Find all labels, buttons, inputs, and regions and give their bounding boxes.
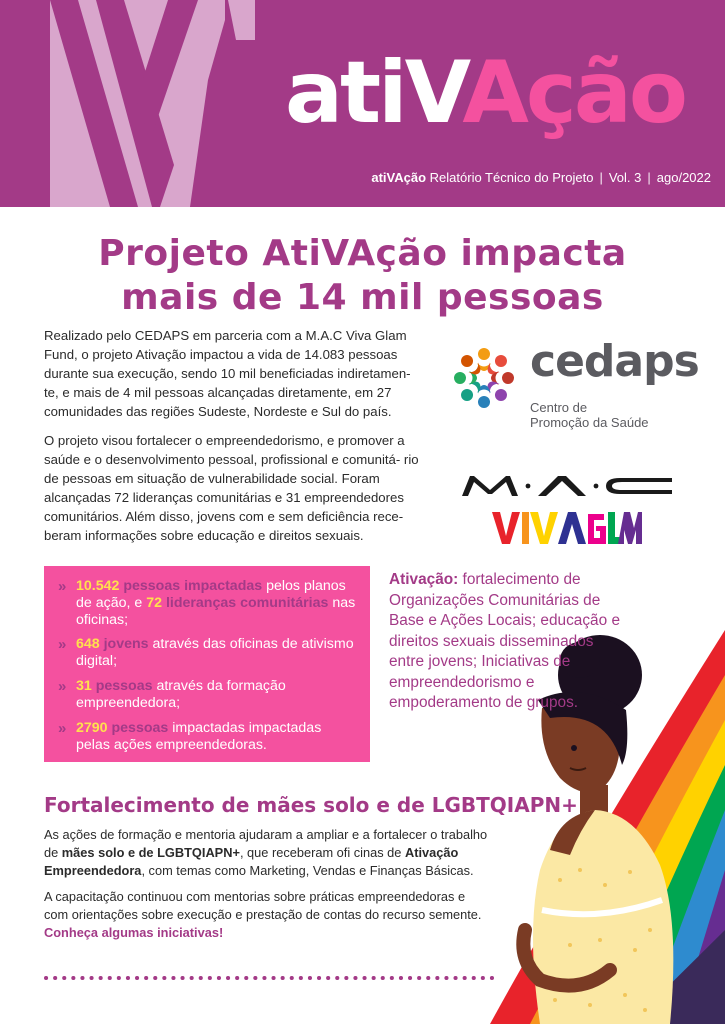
stat-item: » 31 pessoas através da formação empreendedora; bbox=[58, 678, 286, 711]
cedaps-logo bbox=[448, 336, 699, 435]
viva-glam-logo bbox=[492, 510, 642, 546]
intro-paragraph-2: O projeto visou fortalecer o empreendedorismo, e promover a saúde e o desenvolvimento pessoal, profissional e comunitá- rio de pessoas em situação de vulnerabilidade social. Foram alcançadas 72 lideranças comunitárias e 31 empreendedores comunitários. Além disso, jovens com e sem deficiência rece- beram informações sobre educação e direitos sexuais. bbox=[44, 433, 419, 543]
mac-logo bbox=[462, 472, 672, 502]
ativacao-label: Ativação: bbox=[389, 571, 459, 588]
cedaps-flower-icon bbox=[448, 342, 520, 414]
cta-link[interactable]: Conheça algumas iniciativas! bbox=[44, 925, 224, 940]
page-headline bbox=[0, 232, 725, 320]
meta-brand: atiVAção bbox=[371, 170, 427, 185]
meta-vol: Vol. 3 bbox=[608, 170, 642, 185]
brand-title: atiVAção bbox=[285, 43, 685, 143]
dotted-divider bbox=[44, 974, 494, 982]
headline-line-1: Projeto AtiVAção impacta bbox=[98, 233, 627, 274]
section-paragraph-2: A capacitação continuou com mentorias sobre práticas empreendedoras e com orientações sobre execução e prestação de contas do recurso semente. Conheça algumas iniciativas! bbox=[44, 889, 482, 940]
section-title: Fortalecimento de mães solo e de LGBTQIAPN+ bbox=[44, 793, 578, 817]
intro-paragraph-1: Realizado pelo CEDAPS em parceria com a M.A.C Viva Glam Fund, o projeto Ativação impactou a vida de 14.083 pessoas durante sua execução, sendo 10 mil beneficiadas indiretamen- te, e mais de 4 mil pessoas alcançadas diretamente, em 27 comunidades das regiões Sudeste, Nordeste e Sul do país. bbox=[44, 328, 411, 419]
meta-date: ago/2022 bbox=[656, 170, 711, 185]
headline-line-2: mais de 14 mil pessoas bbox=[121, 277, 604, 318]
section-body bbox=[44, 826, 489, 950]
cedaps-subtitle: Centro de Promoção da Saúde bbox=[530, 400, 649, 430]
stat-item: » 10.542 pessoas impactadas pelos planos de ação, e 72 lideranças comunitárias nas oficinas; bbox=[58, 578, 356, 628]
cedaps-wordmark: cedaps bbox=[530, 336, 699, 387]
chevron-right-icon: » bbox=[58, 578, 67, 595]
chevron-right-icon: » bbox=[58, 720, 67, 737]
chevron-right-icon: » bbox=[58, 636, 67, 653]
meta-report: Relatório Técnico do Projeto bbox=[429, 170, 594, 185]
section-paragraph-1: As ações de formação e mentoria ajudaram a ampliar e a fortalecer o trabalho de mães solo e de LGBTQIAPN+, que receberam ofi cinas de Ativação Empreendedora, com temas como Marketing, Vendas e Finanças Básicas. bbox=[44, 827, 488, 878]
ativacao-text: fortalecimento de Organizações Comunitárias de Base e Ações Locais; educação e direitos sexuais disseminados entre jovens; Iniciativas de empreendedorismo e empoderamento de grupos. bbox=[389, 571, 621, 711]
stat-item: » 2790 pessoas impactadas impactadas pelas ações empreendedoras. bbox=[58, 720, 322, 753]
chevron-right-icon: » bbox=[58, 678, 67, 695]
intro-text bbox=[44, 326, 422, 555]
ativacao-description bbox=[389, 570, 629, 714]
header-meta: atiVAção Relatório Técnico do Projeto | Vol. 3 | ago/2022 bbox=[371, 170, 711, 185]
header-banner bbox=[0, 0, 725, 207]
stats-box bbox=[44, 566, 370, 762]
stat-item: » 648 jovens através das oficinas de ativismo digital; bbox=[58, 636, 354, 669]
va-logo-mark bbox=[40, 0, 255, 207]
